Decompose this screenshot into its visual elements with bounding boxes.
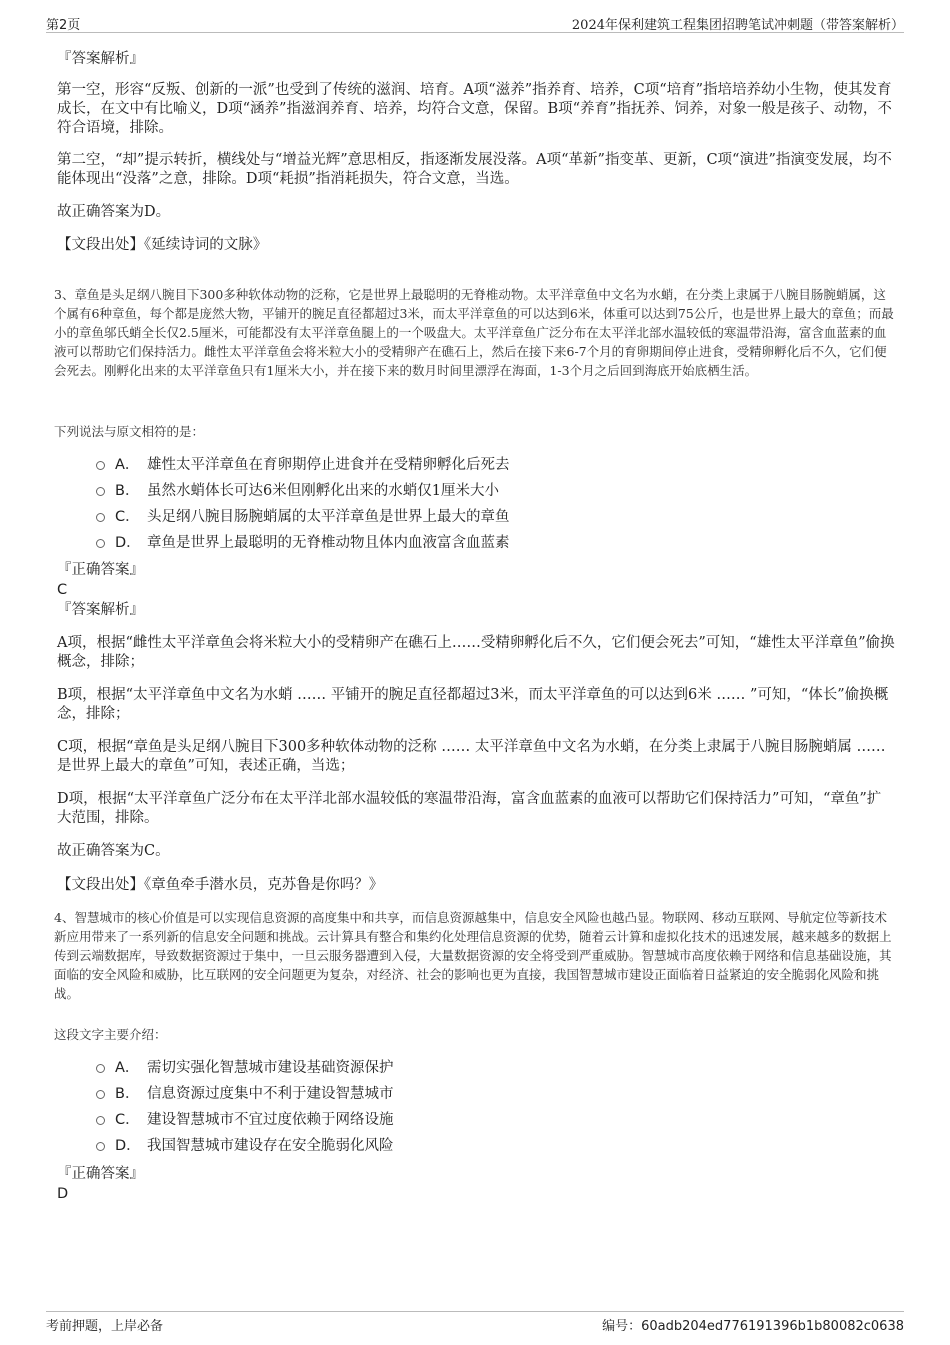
q3-answer: C [57, 582, 68, 598]
q2-analysis-para2: 第二空，“却”提示转折，横线处与“增益光辉”意思相反，指逐渐发展没落。A项“革新”指变革、更新，C项“演进”指演变发展，均不能体现出“没落”之意，排除。D项“耗损”指消耗损失，符合文意，当选。 [57, 152, 892, 187]
radio-icon[interactable] [96, 513, 105, 522]
q3-prompt: 下列说法与原文相符的是： [54, 424, 205, 439]
q3-option-d[interactable]: D． 章鱼是世界上最聪明的无脊椎动物且体内血液富含血蓝素 [96, 533, 510, 553]
q3-answer-label: 『正确答案』 [57, 562, 144, 578]
q4-prompt: 这段文字主要介绍： [54, 1027, 167, 1042]
q2-analysis-para1: 第一空，形容“反叛、创新的一派”也受到了传统的滋润、培育。A项“滋养”指养育、培养，C项“培育”指培培养幼小生物，使其发育成长，在文中有比喻义，D项“涵养”指滋润养育、培养，均符合文意，保留。B项“养育”指抚养、饲养，对象一般是孩子、动物，不符合语境，排除。 [57, 82, 892, 136]
q2-conclusion: 故正确答案为D。 [57, 204, 171, 220]
radio-icon[interactable] [96, 1142, 105, 1151]
page-header [46, 12, 904, 33]
document-title: 2024年保利建筑工程集团招聘笔试冲刺题（带答案解析） [571, 18, 904, 33]
radio-icon[interactable] [96, 1116, 105, 1125]
radio-icon[interactable] [96, 1090, 105, 1099]
q3-passage: 3、章鱼是头足纲八腕目下300多种软体动物的泛称，它是世界上最聪明的无脊椎动物。太平洋章鱼中文名为水蛸，在分类上隶属于八腕目肠腕蛸属，这个属有6种章鱼，每个都是庞然大物，平铺开的腕足直径都超过3米，而太平洋章鱼的可以达到6米，体重可以达到75公斤，也是世界上最大的章鱼；而最小的章鱼邬氏蛸全长仅2.5厘米，可能都没有太平洋章鱼腿上的一个吸盘大。太平洋章鱼广泛分布在太平洋北部水温较低的寒温带沿海，富含血蓝素的血液可以帮助它们保持活力。雌性太平洋章鱼会将米粒大小的受精卵产在礁石上，然后在接下来6-7个月的育卵期间停止进食，受精卵孵化后不久，它们便会死去。刚孵化出来的太平洋章鱼只有1厘米大小，并在接下来的数月时间里漂浮在海面，1-3个月之后回到海底开始底栖生活。 [54, 287, 894, 378]
q3-analysis-b: B项，根据“太平洋章鱼中文名为水蛸 …… 平铺开的腕足直径都超过3米，而太平洋章鱼的可以达到6米 …… ”可知，“体长”偷换概念，排除； [57, 687, 889, 722]
q3-analysis-label: 『答案解析』 [57, 602, 144, 618]
q2-analysis-label: 『答案解析』 [57, 51, 144, 67]
q3-analysis-c: C项，根据“章鱼是头足纲八腕目下300多种软体动物的泛称 …… 太平洋章鱼中文名为水蛸，在分类上隶属于八腕目肠腕蛸属 …… 是世界上最大的章鱼”可知，表述正确，当选； [57, 739, 886, 774]
q4-option-b[interactable]: B． 信息资源过度集中不利于建设智慧城市 [96, 1084, 394, 1104]
q3-analysis-a: A项，根据“雌性太平洋章鱼会将米粒大小的受精卵产在礁石上……受精卵孵化后不久，它们便会死去”可知，“雄性太平洋章鱼”偷换概念，排除； [57, 635, 895, 670]
q2-source: 【文段出处】《延续诗词的文脉》 [57, 237, 268, 253]
q4-passage: 4、智慧城市的核心价值是可以实现信息资源的高度集中和共享，而信息资源越集中，信息安全风险也越凸显。物联网、移动互联网、导航定位等新技术新应用带来了一系列新的信息安全问题和挑战。云计算具有整合和集约化处理信息资源的优势，随着云计算和虚拟化技术的迅速发展，越来越多的数据上传到云端数据库，导致数据资源过于集中，一旦云服务器遭到入侵，大量数据资源的安全将受到严重威胁。智慧城市高度依赖于网络和信息基础设施，其面临的安全风险和威胁，比互联网的安全问题更为复杂，对经济、社会的影响也更为直接，我国智慧城市建设正面临着日益紧迫的安全脆弱化风险和挑战。 [54, 910, 892, 1001]
q4-answer-label: 『正确答案』 [57, 1166, 144, 1182]
page-footer [46, 1311, 904, 1334]
q3-option-a[interactable]: A． 雄性太平洋章鱼在育卵期停止进食并在受精卵孵化后死去 [96, 455, 510, 475]
q3-option-b[interactable]: B． 虽然水蛸体长可达6米但刚孵化出来的水蛸仅1厘米大小 [96, 481, 499, 501]
q3-source: 【文段出处】《章鱼牵手潜水员，克苏鲁是你吗？》 [57, 877, 384, 893]
footer-slogan: 考前押题，上岸必备 [46, 1319, 164, 1334]
q4-option-c[interactable]: C． 建设智慧城市不宜过度依赖于网络设施 [96, 1110, 394, 1130]
q4-answer: D [57, 1186, 69, 1202]
radio-icon[interactable] [96, 461, 105, 470]
q4-option-a[interactable]: A． 需切实强化智慧城市建设基础资源保护 [96, 1058, 394, 1078]
radio-icon[interactable] [96, 1064, 105, 1073]
q3-analysis-d: D项，根据“太平洋章鱼广泛分布在太平洋北部水温较低的寒温带沿海，富含血蓝素的血液可以帮助它们保持活力”可知，“章鱼”扩大范围，排除。 [57, 791, 882, 826]
q3-option-c[interactable]: C． 头足纲八腕目肠腕蛸属的太平洋章鱼是世界上最大的章鱼 [96, 507, 510, 527]
q4-option-d[interactable]: D． 我国智慧城市建设存在安全脆弱化风险 [96, 1136, 394, 1156]
page-number: 第2页 [46, 18, 81, 33]
footer-code: 编号：60adb204ed776191396b1b80082c0638 [602, 1319, 904, 1334]
radio-icon[interactable] [96, 539, 105, 548]
q3-conclusion: 故正确答案为C。 [57, 843, 170, 859]
radio-icon[interactable] [96, 487, 105, 496]
